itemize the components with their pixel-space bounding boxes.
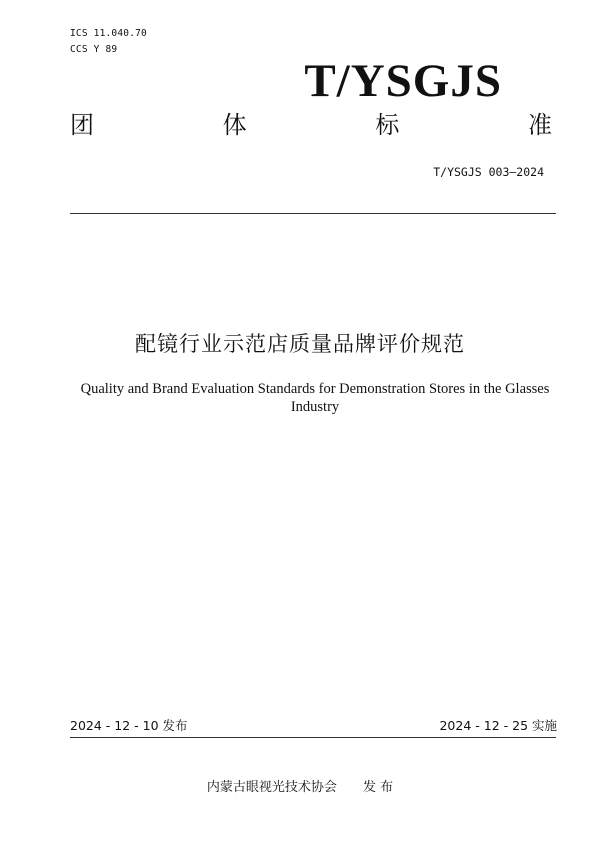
standard-number: T/YSGJS 003—2024 [433, 165, 544, 179]
title-chinese: 配镜行业示范店质量品牌评价规范 [135, 332, 465, 356]
issuer-action: 发 布 [362, 780, 394, 795]
issuer-name: 内蒙古眼视光技术协会 [206, 780, 337, 795]
publish-date: 2024 - 12 - 10 发布 [70, 718, 188, 733]
bottom-divider [70, 737, 556, 738]
group-standard-char: 准 [527, 111, 552, 139]
standard-series-code: T/YSGJS [304, 55, 502, 107]
implement-date: 2024 - 12 - 25 实施 [439, 718, 557, 733]
group-standard-char: 标 [375, 111, 400, 139]
title-english [70, 380, 560, 416]
ics-code: ICS 11.040.70 [70, 28, 147, 39]
title-english-line-2: Industry [290, 399, 340, 415]
top-divider [70, 213, 556, 214]
ccs-code: CCS Y 89 [70, 44, 118, 55]
group-standard-char: 体 [222, 111, 247, 139]
issuer-line [0, 776, 600, 795]
group-standard-heading [70, 113, 552, 137]
title-english-line-1: Quality and Brand Evaluation Standards for Demonstration Stores in the Glasses [80, 381, 550, 397]
group-standard-char: 团 [70, 111, 94, 139]
